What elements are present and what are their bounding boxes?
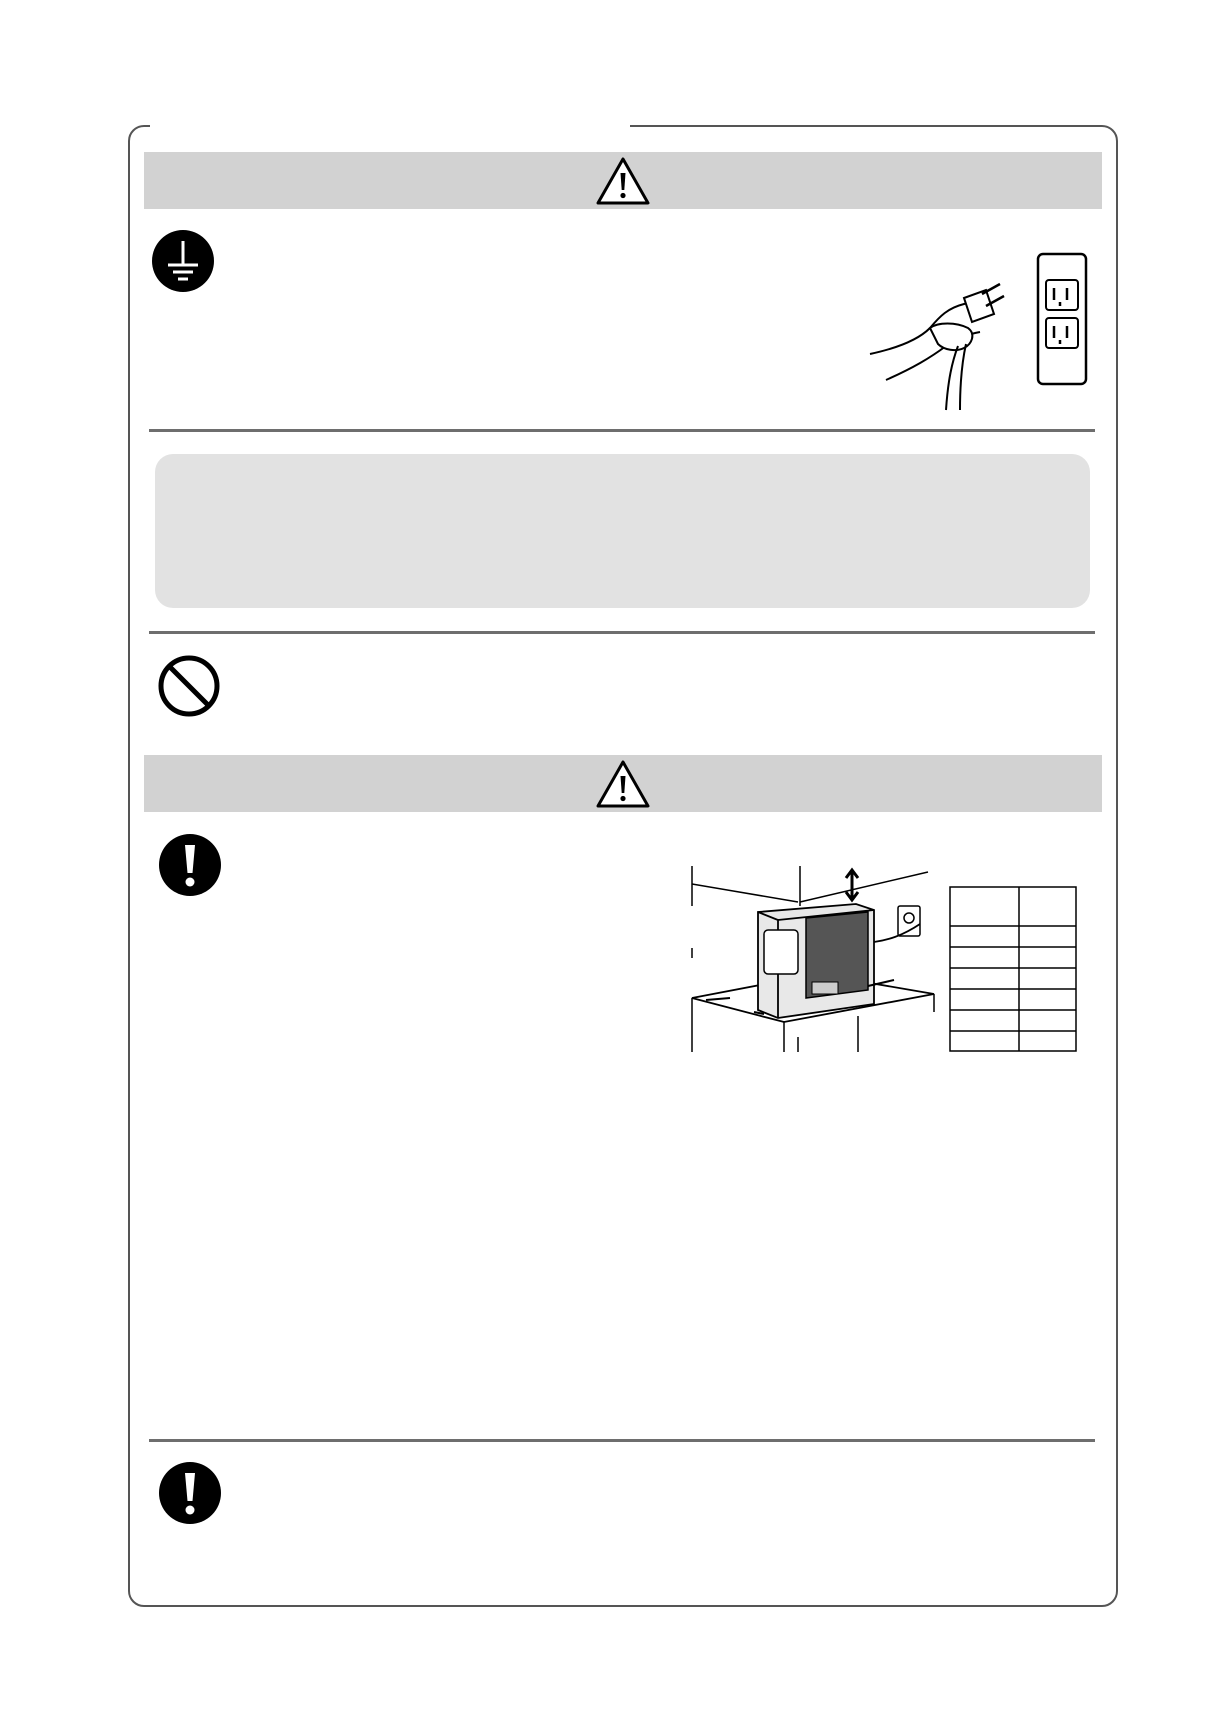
section-divider bbox=[149, 631, 1095, 634]
mandatory-icon bbox=[158, 833, 222, 897]
prohibited-icon bbox=[156, 653, 222, 719]
clearance-table bbox=[949, 886, 1077, 1052]
mandatory-icon bbox=[158, 1461, 222, 1525]
oven-clearance-illustration bbox=[688, 862, 936, 1052]
note-box bbox=[155, 454, 1090, 608]
section-divider bbox=[149, 429, 1095, 432]
warning-triangle-icon bbox=[595, 156, 651, 206]
warning-triangle-icon bbox=[595, 759, 651, 809]
caution-header-band bbox=[144, 755, 1102, 812]
plug-outlet-illustration bbox=[868, 250, 1090, 412]
warning-header-band bbox=[144, 152, 1102, 209]
frame-title-area bbox=[150, 118, 630, 132]
section-divider bbox=[149, 1439, 1095, 1442]
ground-icon bbox=[151, 229, 215, 293]
